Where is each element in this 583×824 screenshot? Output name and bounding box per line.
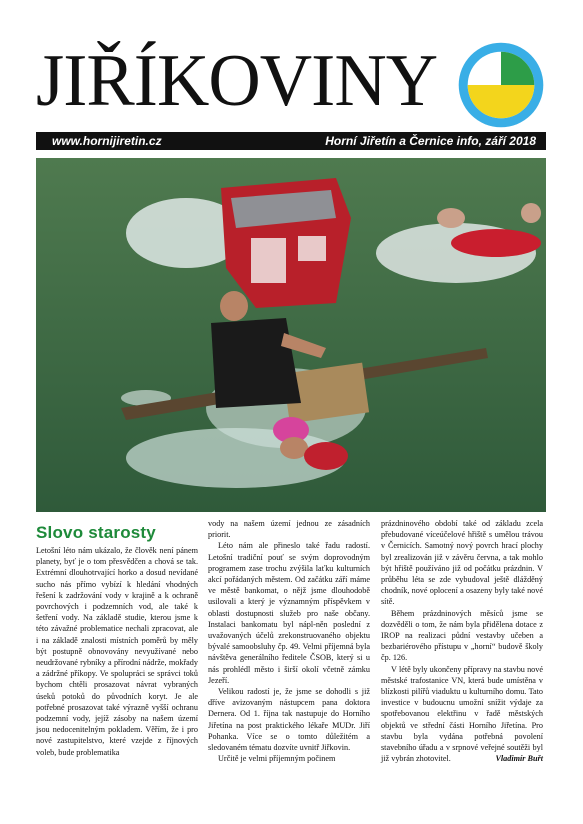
paragraph: [381, 664, 543, 765]
paragraph: Velikou radostí je, že jsme se dohodli s již dříve avizovaným nástupcem pana doktora Dernera. Od 1. října tak nastupuje do Horního Jiřetína na post praktického lékaře MUDr. Jiří Pohanka. Více se o tomto důležitém a sledovaném tématu dozvíte uvnitř Jiřkovin.: [208, 687, 370, 753]
masthead: [36, 38, 546, 128]
paragraph: Určitě je velmi příjemným počinem: [218, 754, 336, 764]
article: [36, 518, 546, 818]
newspaper-title: JIŘÍKOVINY: [36, 40, 438, 122]
photo-image: [36, 158, 546, 512]
paragraph: prázdninového období také od základu zcela přebudované víceúčelové hřiště s umělou trávou v Černicích. Samotný nový povrch hrací plochy byl zrealizován již v závěru června, a tak mohlo být hřiště používáno již od počátku prázdnin. V průběhu léta se zde vybudoval ještě dlážděný chodník, nové oplocení a osazeny byly také nové sítě.: [381, 519, 543, 607]
author-signature: Vladimír Buřt: [495, 754, 543, 764]
circle-logo-icon: [456, 40, 546, 130]
website-link[interactable]: www.hornijiretin.cz: [52, 134, 162, 148]
cover-photo: [36, 158, 546, 512]
paragraph: Letošní léto nám ukázalo, že člověk není pánem planety, byť je o tom přesvědčen a chová se tak. Extrémní dlouhotrvající horko a dosud nevídané sucho nás přímo vybízí k hledání vhodných řešení k zadržování vody v krajině a k ochraně povrchových i podzemních vod, ale také k šetření vody. Na základě studie, kterou jsme k této závažné problematice nechali zpracovat, ale i na základě znalosti místních poměrů by měly být postupně obnovovány nevyužívané nebo neudržované rybníky a přírodní nádrže, mokřady a zádržné příkopy. Ve spolupráci se správci toků bychom chtěli prosazovat návrat vybraných úseků potoků do původních koryt. Je ale potřebné prosazovat také výrazně vyšší ochranu podzemní vody, jejíž zásoby na našem území jsou nedocenitelným pokladem. Věřím, že i pro nové zastupitelstvo, které vzejde z říjnových voleb, bude problematika: [36, 546, 198, 757]
article-heading: Slovo starosty: [36, 523, 156, 542]
paragraph-text: V létě byly ukončeny přípravy na stavbu nové městské trafostanice VN, která bude umístěna v blízkosti pilířů viaduktu u kulturního domu. Tato investice v budoucnu umožní snížit výdaje za spotřebovanou elektřinu v řadě městských objektů ve střední části Horního Jiřetína. Pro stavbu byla vydána potřebná povolení stavebního úřadu a v srpnové veřejné soutěži byl již vybrán zhotovitel.: [381, 664, 543, 764]
paragraph: Během prázdninových měsíců jsme se dozvěděli o tom, že nám byla přidělena dotace z IROP na realizaci půdní vestavby učeben a bezbariérového přístupu v „horní“ budově školy čp. 126.: [381, 608, 543, 663]
paragraph: vody na našem území jednou ze zásadních priorit.: [208, 519, 370, 540]
paragraph: Léto nám ale přineslo také řadu radostí. Letošní tradiční pouť se svým doprovodným programem zase trochu zvýšila laťku kulturních akcí pořádaných městem. Od začátku září máme ve městě bankomat, o nějž jsme dlouhodobě usilovali a který je významným příspěvkem v oblasti dostupnosti služeb pro naše občany. Instalaci bankomatu byl nápl-něn poslední z uvažovaných účelů zrekonstruovaného objektu bývalé samoobsluhy čp. 49. Velmi příjemná byla návštěva generálního ředitele ČSOB, který si u nás prohlédl město i širší okolí včetně zámku Jezeří.: [208, 541, 370, 685]
issue-line: Horní Jiřetín a Černice info, září 2018: [325, 134, 536, 148]
article-column-3: [381, 518, 543, 764]
article-column-1: [36, 518, 198, 758]
article-column-2: [208, 518, 370, 764]
info-bar: [36, 132, 546, 150]
